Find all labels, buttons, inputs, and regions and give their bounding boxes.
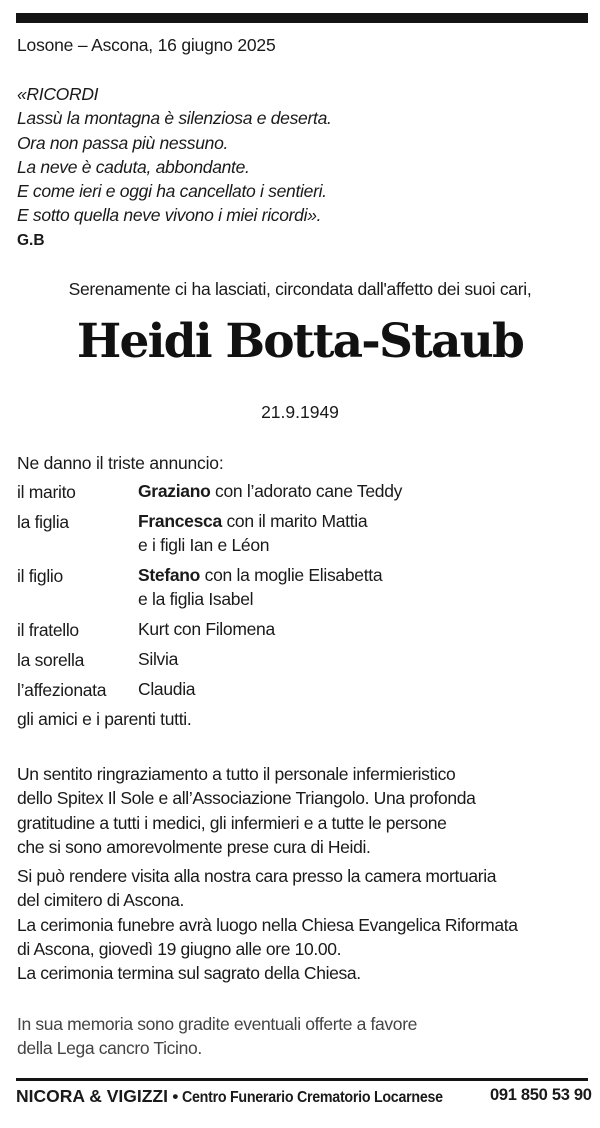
relative-detail: con la moglie Elisabetta — [200, 565, 383, 585]
intro-text: Serenamente ci ha lasciati, circondata dall'affetto dei suoi cari, — [68, 279, 532, 299]
paragraph-line: gratitudine a tutti i medici, gli infermieri e a tutte le persone — [17, 812, 447, 833]
relative-entry — [138, 509, 367, 558]
poem-signature: G.B — [17, 232, 45, 249]
poem-line: La neve è caduta, abbondante. — [17, 156, 250, 177]
relative-entry — [138, 479, 402, 503]
memoria-paragraph — [17, 1012, 417, 1061]
relative-entry — [138, 677, 195, 701]
relation-label: il marito — [17, 482, 76, 502]
relative-detail-line2: e i figli Ian e Léon — [138, 535, 270, 556]
funeral-home-description: Centro Funerario Crematorio Locarnese — [182, 1089, 443, 1106]
poem-line: E sotto quella neve vivono i miei ricordi». — [17, 205, 322, 226]
relative-name: Francesca — [138, 511, 222, 531]
footer — [16, 1086, 592, 1107]
relative-name: Graziano — [138, 481, 211, 501]
funeral-home-name: NICORA & VIGIZZI — [16, 1086, 168, 1106]
announcement-heading: Ne danno il triste annuncio: — [17, 453, 224, 473]
paragraph-line: che si sono amorevolmente prese cura di Heidi. — [17, 836, 371, 857]
relation-label: il fratello — [17, 620, 79, 640]
poem-line: Ora non passa più nessuno. — [17, 132, 229, 153]
paragraph-line: dello Spitex Il Sole e all’Associazione Triangolo. Una profonda — [17, 788, 476, 809]
relative-entry — [138, 647, 178, 671]
deceased-name: Heidi Botta-Staub — [76, 314, 524, 369]
relative-name: Stefano — [138, 565, 201, 585]
relation-label: la figlia — [17, 512, 69, 532]
relative-entry — [138, 563, 382, 612]
relative-detail: Kurt con Filomena — [138, 619, 275, 639]
relative-detail: Claudia — [138, 679, 196, 699]
relation-label: la sorella — [17, 650, 85, 670]
relative-detail-line2: e la figlia Isabel — [138, 589, 254, 610]
place-date: Losone – Ascona, 16 giugno 2025 — [17, 35, 276, 55]
paragraph-line: Un sentito ringraziamento a tutto il personale infermieristico — [17, 764, 456, 784]
paragraph-line: Si può rendere visita alla nostra cara presso la camera mortuaria — [17, 866, 497, 886]
paragraph-line: La cerimonia termina sul sagrato della Chiesa. — [17, 963, 361, 984]
paragraph-line: del cimitero di Ascona. — [17, 890, 185, 911]
top-rule — [16, 13, 588, 23]
footer-rule — [16, 1078, 588, 1081]
relative-entry — [138, 617, 275, 641]
paragraph-line: della Lega cancro Ticino. — [17, 1038, 202, 1059]
paragraph-line: In sua memoria sono gradite eventuali offerte a favore — [17, 1014, 418, 1034]
poem-line: «RICORDI — [17, 84, 99, 104]
relative-detail: Silvia — [138, 649, 179, 669]
relative-detail: con il marito Mattia — [221, 511, 368, 531]
relation-label: l’affezionata — [17, 680, 107, 700]
visit-paragraph — [17, 864, 518, 985]
poem — [17, 82, 332, 228]
relative-detail: con l’adorato cane Teddy — [210, 481, 403, 501]
poem-line: Lassù la montagna è silenziosa e deserta. — [17, 108, 332, 129]
paragraph-line: di Ascona, giovedì 19 giugno alle ore 10.00. — [17, 938, 342, 959]
relation-label: il figlio — [17, 566, 63, 586]
thanks-paragraph — [17, 762, 476, 859]
funeral-home-phone: 091 850 53 90 — [490, 1086, 592, 1104]
paragraph-line: La cerimonia funebre avrà luogo nella Chiesa Evangelica Riformata — [17, 914, 518, 935]
poem-line: E come ieri e oggi ha cancellato i sentieri. — [17, 181, 327, 202]
announcement-closing: gli amici e i parenti tutti. — [17, 709, 192, 729]
birth-date: 21.9.1949 — [261, 402, 339, 422]
footer-separator: • — [168, 1087, 183, 1106]
